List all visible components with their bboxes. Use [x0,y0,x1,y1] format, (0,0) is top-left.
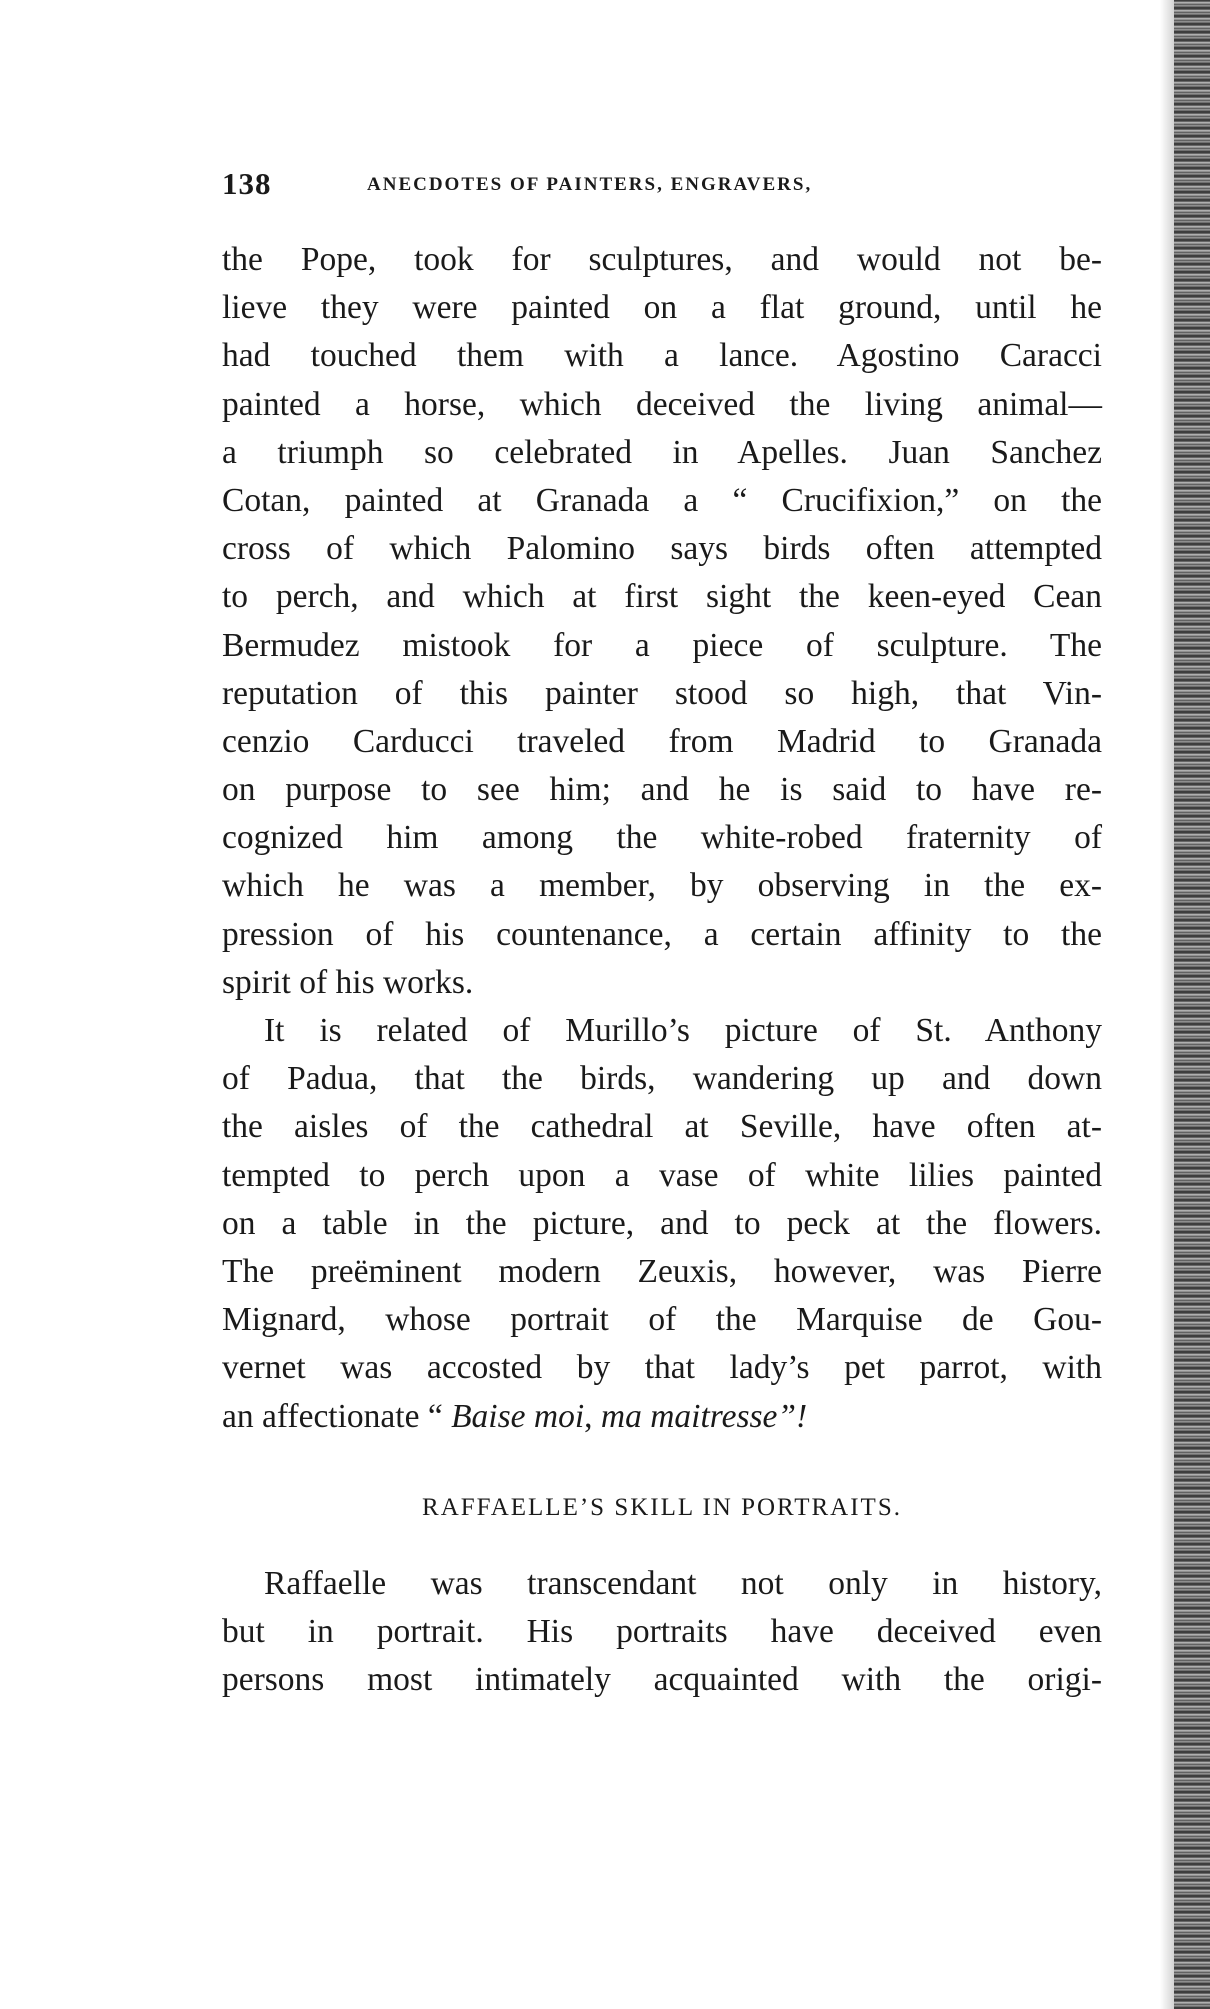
text-line: which he was a member, by observing in the ex- [222,867,1102,905]
book-page-edge [1174,0,1210,2009]
text-line: cross of which Palomino says birds often attempted [222,530,1102,568]
text-line: cenzio Carducci traveled from Madrid to Granada [222,722,1102,760]
text-line: Cotan, painted at Granada a “ Crucifixion,” on the [222,481,1102,519]
text-line: Mignard, whose portrait of the Marquise de Gou- [222,1301,1102,1339]
text-line: the Pope, took for sculptures, and would not be- [222,241,1102,278]
text-line: It is related of Murillo’s picture of St. Anthony [264,1012,1102,1049]
text-line: but in portrait. His portraits have deceived even [222,1613,1102,1651]
text-line: a triumph so celebrated in Apelles. Juan Sanchez [222,433,1102,471]
text-line: pression of his countenance, a certain affinity to the [222,915,1102,953]
section-heading: RAFFAELLE’S SKILL IN PORTRAITS. [422,1494,902,1521]
text-line: The preëminent modern Zeuxis, however, was Pierre [222,1252,1102,1290]
text-line: Raffaelle was transcendant not only in history, [264,1565,1102,1602]
text-line: to perch, and which at first sight the keen-eyed Cean [222,578,1102,616]
text-line: the aisles of the cathedral at Seville, have often at- [222,1108,1102,1146]
italic-phrase: Baise moi [451,1397,585,1435]
text-line: cognized him among the white-robed fraternity of [222,819,1102,857]
text-run: , [584,1397,601,1435]
paragraph-2 [222,1007,1102,1441]
text-line: reputation of this painter stood so high, that Vin- [222,674,1102,712]
italic-phrase: ma maitresse [600,1397,778,1435]
text-line: on purpose to see him; and he is said to have re- [222,771,1102,809]
running-head [222,166,1102,206]
text-line: Bermudez mistook for a piece of sculpture. The [222,626,1102,664]
text-line: lieve they were painted on a flat ground, until he [222,289,1102,327]
paragraph-3 [222,1560,1102,1705]
text-run: ”! [777,1397,808,1435]
running-head-title: ANECDOTES OF PAINTERS, ENGRAVERS, [367,174,813,195]
text-run: an affectionate “ [222,1397,452,1435]
paragraph-1 [222,236,1102,1007]
page-number: 138 [222,166,272,201]
text-line: persons most intimately acquainted with the origi- [222,1661,1102,1699]
text-line: painted a horse, which deceived the living animal— [222,385,1102,423]
text-line: on a table in the picture, and to peck at the flowers. [222,1204,1102,1242]
text-line: vernet was accosted by that lady’s pet parrot, with [222,1349,1102,1387]
text-line: tempted to perch upon a vase of white lilies painted [222,1156,1102,1194]
text-line: spirit of his works. [222,963,474,1001]
text-line: had touched them with a lance. Agostino Caracci [222,337,1102,375]
text-line-final [222,1393,1102,1441]
text-line: of Padua, that the birds, wandering up and down [222,1060,1102,1098]
